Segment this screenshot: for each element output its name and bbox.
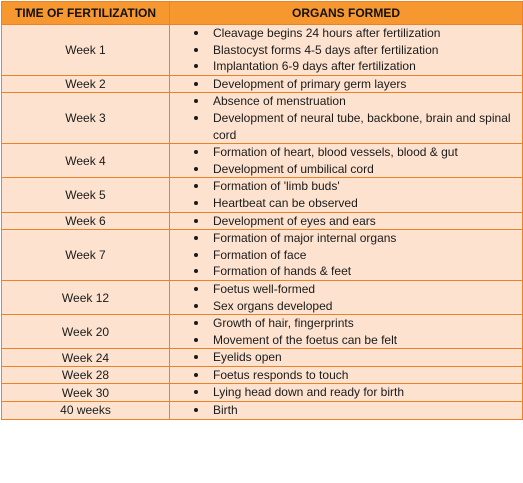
time-cell: Week 1: [2, 25, 170, 76]
organ-item: Formation of 'limb buds': [170, 178, 522, 195]
organ-item: Foetus well-formed: [170, 281, 522, 298]
organs-cell: [170, 178, 523, 212]
table-row: [2, 93, 523, 144]
organ-item: Development of primary germ layers: [170, 76, 522, 93]
organs-list: [170, 213, 522, 230]
time-cell: Week 2: [2, 75, 170, 93]
organs-cell: [170, 144, 523, 178]
organs-list: [170, 281, 522, 314]
organs-list: [170, 76, 522, 93]
organs-list: [170, 367, 522, 384]
table-row: [2, 212, 523, 230]
organs-column-header: ORGANS FORMED: [170, 2, 523, 25]
time-cell: Week 28: [2, 366, 170, 384]
header-row: [2, 2, 523, 25]
organs-list: [170, 349, 522, 366]
time-cell: Week 20: [2, 315, 170, 349]
organs-cell: [170, 93, 523, 144]
organ-item: Formation of face: [170, 247, 522, 264]
organ-item: Eyelids open: [170, 349, 522, 366]
organ-item: Implantation 6-9 days after fertilization: [170, 58, 522, 75]
table-row: [2, 384, 523, 402]
organs-list: [170, 144, 522, 177]
organs-list: [170, 178, 522, 211]
table-row: [2, 75, 523, 93]
organ-item: Absence of menstruation: [170, 93, 522, 110]
organ-item: Development of umbilical cord: [170, 161, 522, 178]
organ-item: Heartbeat can be observed: [170, 195, 522, 212]
organs-cell: [170, 402, 523, 420]
organ-item: Sex organs developed: [170, 298, 522, 315]
table-row: [2, 144, 523, 178]
organ-item: Formation of major internal organs: [170, 230, 522, 247]
table-row: [2, 349, 523, 367]
time-cell: Week 7: [2, 230, 170, 281]
organs-list: [170, 315, 522, 348]
table-row: [2, 366, 523, 384]
organs-list: [170, 230, 522, 280]
organs-cell: [170, 280, 523, 314]
organ-item: Growth of hair, fingerprints: [170, 315, 522, 332]
organ-item: Formation of heart, blood vessels, blood & gut: [170, 144, 522, 161]
organ-item: Formation of hands & feet: [170, 263, 522, 280]
time-cell: 40 weeks: [2, 402, 170, 420]
organ-item: Movement of the foetus can be felt: [170, 332, 522, 349]
organs-cell: [170, 315, 523, 349]
table-row: [2, 280, 523, 314]
organ-item: Development of eyes and ears: [170, 213, 522, 230]
organ-item: Foetus responds to touch: [170, 367, 522, 384]
organs-list: [170, 93, 522, 143]
organs-cell: [170, 212, 523, 230]
time-cell: Week 12: [2, 280, 170, 314]
organs-list: [170, 384, 522, 401]
organs-cell: [170, 230, 523, 281]
organ-item: Birth: [170, 402, 522, 419]
time-column-header: TIME OF FERTILIZATION: [2, 2, 170, 25]
organs-cell: [170, 384, 523, 402]
organ-item: Blastocyst forms 4-5 days after fertilization: [170, 42, 522, 59]
time-cell: Week 30: [2, 384, 170, 402]
table-row: [2, 315, 523, 349]
organs-list: [170, 25, 522, 75]
time-cell: Week 5: [2, 178, 170, 212]
table-row: [2, 25, 523, 76]
table-row: [2, 402, 523, 420]
table-row: [2, 178, 523, 212]
table-body: [2, 25, 523, 420]
time-cell: Week 6: [2, 212, 170, 230]
organ-item: Lying head down and ready for birth: [170, 384, 522, 401]
organs-cell: [170, 349, 523, 367]
organs-cell: [170, 25, 523, 76]
fertilization-table: [1, 1, 523, 420]
organs-cell: [170, 366, 523, 384]
time-cell: Week 4: [2, 144, 170, 178]
organ-item: Cleavage begins 24 hours after fertilization: [170, 25, 522, 42]
time-cell: Week 24: [2, 349, 170, 367]
time-cell: Week 3: [2, 93, 170, 144]
organ-item: Development of neural tube, backbone, brain and spinal cord: [170, 110, 522, 143]
organs-list: [170, 402, 522, 419]
organs-cell: [170, 75, 523, 93]
table-row: [2, 230, 523, 281]
